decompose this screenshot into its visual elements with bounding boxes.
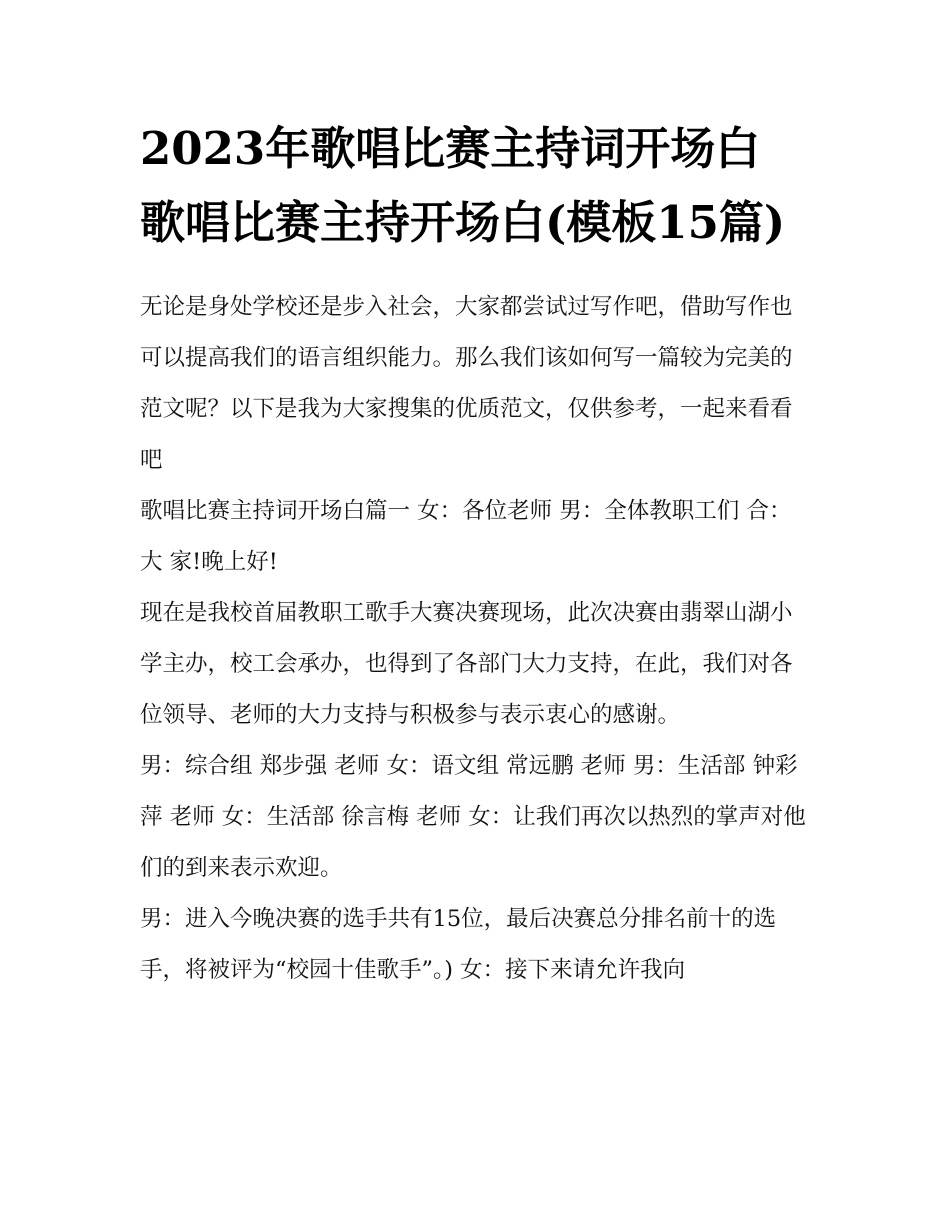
paragraph-judges: 男：综合组 郑步强 老师 女：语文组 常远鹏 老师 男：生活部 钟彩萍 老师 女：生活部 徐言梅 老师 女：让我们再次以热烈的掌声对他们的到来表示欢迎。	[140, 753, 806, 881]
paragraph-intro: 无论是身处学校还是步入社会，大家都尝试过写作吧，借助写作也可以提高我们的语言组织能力。那么我们该如何写一篇较为完美的范文呢？以下是我为大家搜集的优质范文，仅供参考，一起来看看吧	[140, 294, 793, 473]
document-body	[140, 282, 812, 996]
document-title: 2023年歌唱比赛主持词开场白 歌唱比赛主持开场白(模板15篇)	[140, 122, 786, 249]
paragraph-welcome: 现在是我校首届教职工歌手大赛决赛现场，此次决赛由翡翠山湖小学主办，校工会承办，也得到了各部门大力支持，在此，我们对各位领导、老师的大力支持与积极参与表示衷心的感谢。	[140, 600, 793, 728]
paragraph-opening: 歌唱比赛主持词开场白篇一 女：各位老师 男：全体教职工们 合：大 家!晚上好!	[140, 498, 792, 575]
document-page	[140, 112, 812, 996]
paragraph-contestants: 男：进入今晚决赛的选手共有15位，最后决赛总分排名前十的选手，将被评为“校园十佳歌手”。) 女：接下来请允许我向	[140, 906, 777, 983]
